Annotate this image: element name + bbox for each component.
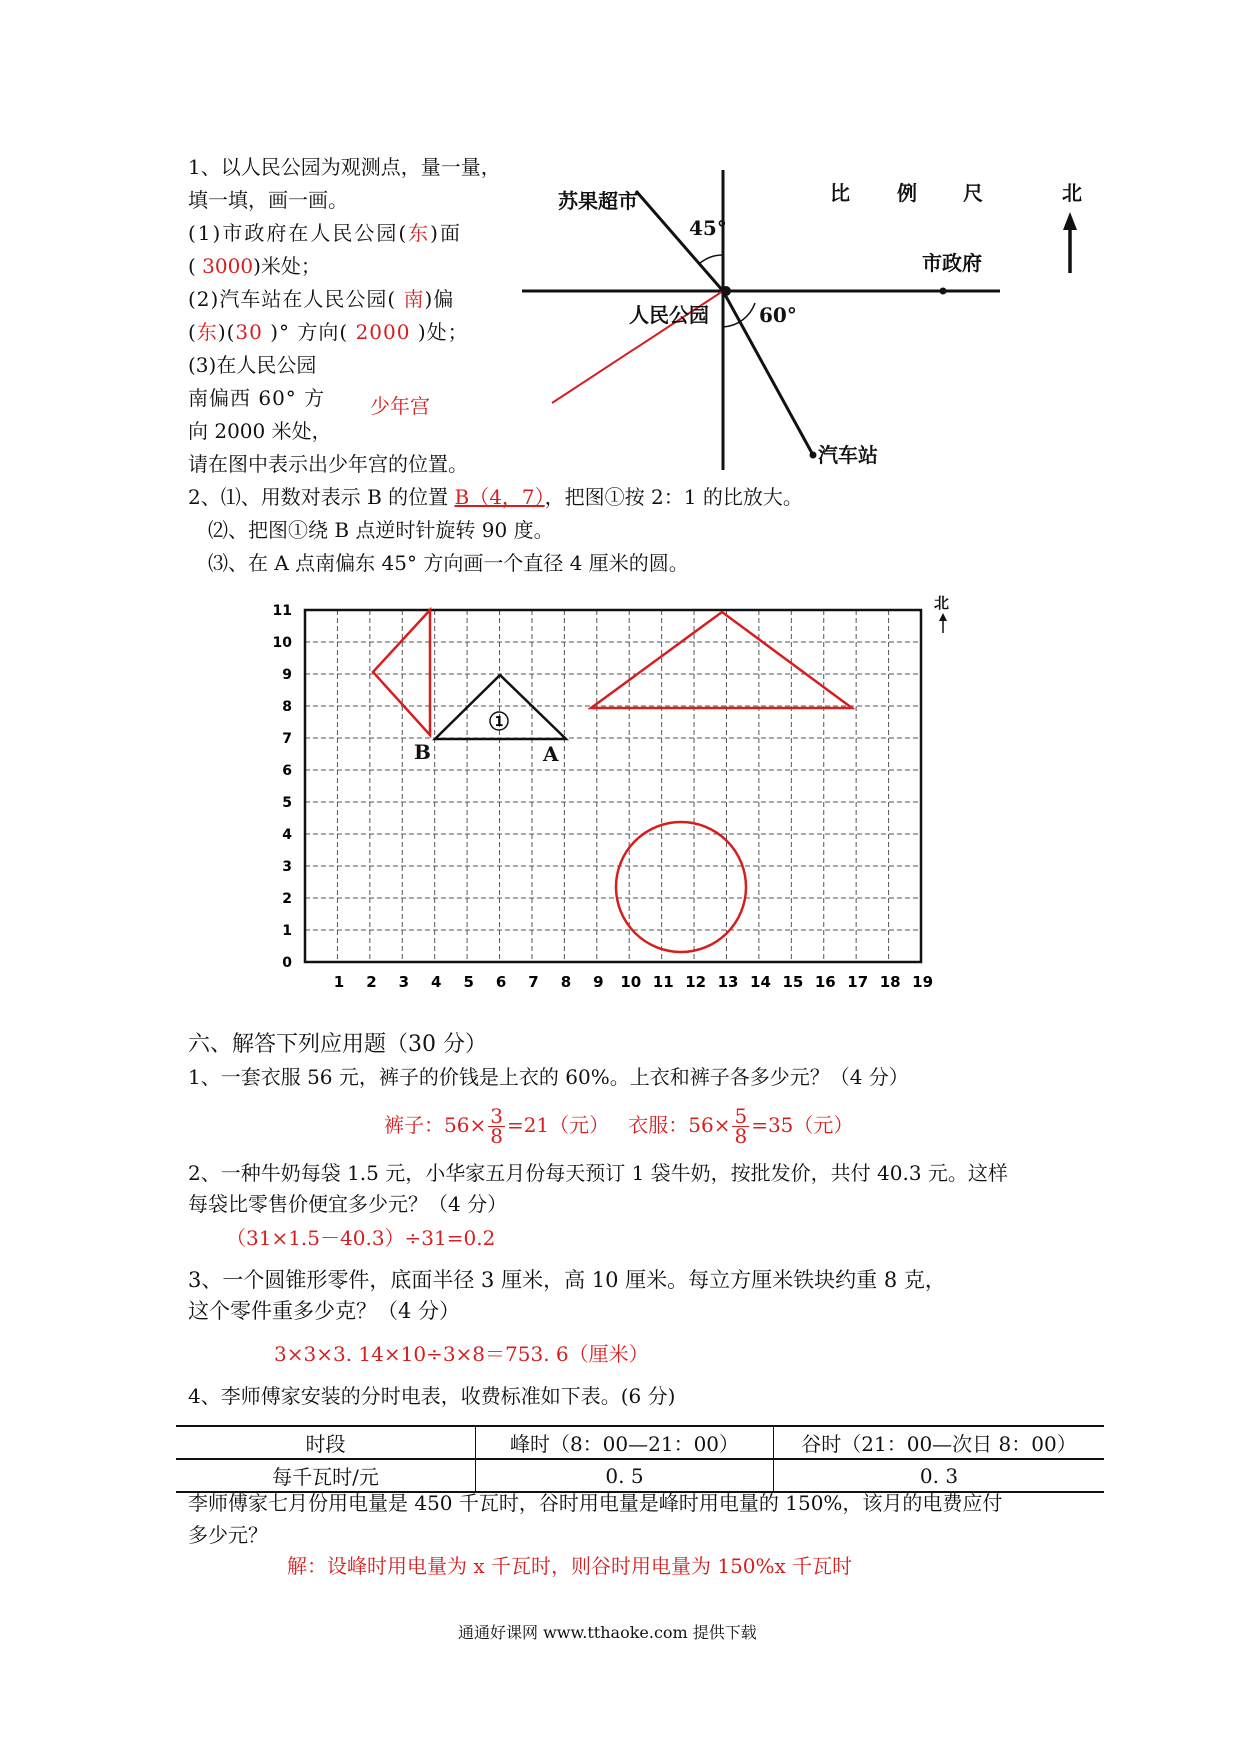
problem-3-answer: 3×3×3. 14×10÷3×8＝753. 6（厘米） bbox=[274, 1342, 649, 1366]
x-tick-label: 19 bbox=[912, 973, 934, 991]
y-tick-label: 8 bbox=[282, 699, 292, 715]
x-tick-label: 9 bbox=[593, 973, 604, 991]
grid-tick-labels bbox=[273, 603, 934, 991]
y-tick-label: 3 bbox=[282, 859, 292, 875]
y-tick-label: 7 bbox=[282, 731, 292, 747]
x-tick-label: 2 bbox=[366, 973, 377, 991]
q1-sub-2b: (东)(30 )° 方向( 2000 )处； bbox=[188, 320, 469, 344]
table-row bbox=[176, 1426, 1104, 1459]
x-tick-label: 8 bbox=[560, 973, 572, 991]
y-tick-label: 9 bbox=[282, 667, 292, 683]
grid-north-label: 北 bbox=[934, 594, 950, 612]
problem-4-question-2: 李师傅家七月份用电量是 450 千瓦时，谷时用电量是峰时用电量的 150%，该月的电费应付 bbox=[188, 1491, 1003, 1515]
label-angle-45: 45° bbox=[689, 216, 727, 240]
table-row bbox=[176, 1459, 1104, 1492]
label-scale-1: 比 bbox=[830, 181, 850, 205]
x-tick-label: 6 bbox=[495, 973, 507, 991]
x-tick-label: 7 bbox=[528, 973, 539, 991]
y-tick-label: 2 bbox=[282, 891, 292, 907]
q1-sub-3: (3)在人民公园 bbox=[188, 353, 317, 377]
answer-text: 东 bbox=[408, 221, 431, 245]
label-bus-station: 汽车站 bbox=[818, 443, 878, 467]
table-header-cell: 峰时（8：00—21：00） bbox=[476, 1426, 774, 1459]
problem-4-question: 4、李师傅家安装的分时电表，收费标准如下表。(6 分) bbox=[188, 1384, 676, 1408]
x-tick-label: 1 bbox=[333, 973, 345, 991]
x-tick-label: 13 bbox=[717, 973, 739, 991]
problem-2-answer: （31×1.5－40.3）÷31=0.2 bbox=[226, 1226, 496, 1250]
table-cell: 每千瓦时/元 bbox=[176, 1459, 476, 1492]
footer-text: 通通好课网 www.tthaoke.com 提供下载 bbox=[458, 1623, 757, 1642]
x-tick-label: 10 bbox=[620, 973, 642, 991]
problem-2-question-2: 每袋比零售价便宜多少元？（4 分） bbox=[188, 1192, 508, 1216]
q1-sub-1: (1)市政府在人民公园(东)面 bbox=[188, 221, 462, 245]
x-tick-label: 4 bbox=[431, 973, 442, 991]
y-tick-label: 11 bbox=[272, 603, 292, 619]
q1-line-1: 1、以人民公园为观测点，量一量， bbox=[188, 155, 501, 179]
q1-line-2: 填一填，画一画。 bbox=[188, 188, 348, 212]
y-tick-label: 4 bbox=[282, 827, 292, 843]
answer-text: 3000 bbox=[202, 254, 254, 278]
problem-4-answer: 解：设峰时用电量为 x 千瓦时，则谷时用电量为 150%x 千瓦时 bbox=[287, 1554, 853, 1578]
grid-border bbox=[305, 610, 921, 962]
x-tick-label: 11 bbox=[652, 973, 674, 991]
problem-3-question-2: 这个零件重多少克？（4 分） bbox=[188, 1299, 461, 1323]
q1-sub-2: (2)汽车站在人民公园( 南)偏 bbox=[188, 287, 455, 311]
answer-text: B（4，7） bbox=[454, 485, 545, 509]
label-scale-2: 例 bbox=[897, 181, 917, 205]
y-tick-label: 6 bbox=[282, 763, 292, 779]
answer-text: 南 bbox=[403, 287, 425, 311]
triangle-1-label: 1 bbox=[494, 715, 504, 730]
label-supermarket: 苏果超市 bbox=[558, 189, 638, 213]
problem-1-answer: 裤子：56× $\frac{3}{8}$ =21（元） 衣服：56× $\frac{5}{8}$ =35（元） bbox=[384, 1104, 854, 1148]
q2-line-3: ⑶、在 A 点南偏东 45° 方向画一个直径 4 厘米的圆。 bbox=[208, 551, 689, 575]
x-tick-label: 18 bbox=[879, 973, 901, 991]
x-tick-label: 17 bbox=[847, 973, 869, 991]
table-cell: 0. 3 bbox=[774, 1459, 1105, 1492]
y-tick-label: 10 bbox=[272, 635, 292, 651]
q1-sub-3c: 向 2000 米处， bbox=[188, 419, 332, 443]
q2-line-2: ⑵、把图①绕 B 点逆时针旋转 90 度。 bbox=[208, 518, 554, 542]
y-tick-label: 0 bbox=[282, 955, 292, 971]
rotated-triangle bbox=[373, 610, 430, 735]
section-6-title: 六、解答下列应用题（30 分） bbox=[188, 1032, 487, 1057]
problem-4-question-3: 多少元？ bbox=[188, 1523, 268, 1547]
q1-sub-3b: 南偏西 60° 方 bbox=[188, 386, 326, 410]
q1-sub-1b: ( 3000)米处； bbox=[188, 254, 321, 278]
label-angle-60: 60° bbox=[759, 303, 797, 327]
electricity-rate-table bbox=[176, 1425, 1104, 1493]
problem-1-question: 1、一套衣服 56 元，裤子的价钱是上衣的 60%。上衣和裤子各多少元？（4 分） bbox=[188, 1065, 909, 1089]
label-north: 北 bbox=[1062, 181, 1082, 205]
x-tick-label: 3 bbox=[398, 973, 410, 991]
x-tick-label: 5 bbox=[463, 973, 474, 991]
x-tick-label: 12 bbox=[685, 973, 707, 991]
y-tick-label: 1 bbox=[282, 923, 292, 939]
x-tick-label: 15 bbox=[782, 973, 804, 991]
problem-2-question-1: 2、一种牛奶每袋 1.5 元，小华家五月份每天预订 1 袋牛奶，按批发价，共付 40.3 元。这样 bbox=[188, 1161, 1008, 1185]
q1-sub-3d: 请在图中表示出少年宫的位置。 bbox=[188, 452, 468, 476]
label-government: 市政府 bbox=[922, 251, 982, 275]
point-b-label: B bbox=[414, 740, 431, 764]
label-scale-3: 尺 bbox=[963, 181, 983, 205]
x-tick-label: 16 bbox=[814, 973, 836, 991]
point-a-label: A bbox=[543, 742, 559, 766]
table-cell: 0. 5 bbox=[476, 1459, 774, 1492]
annotation-youth-palace: 少年宫 bbox=[370, 394, 430, 418]
x-tick-label: 14 bbox=[750, 973, 771, 991]
q2-line-1: 2、⑴、用数对表示 B 的位置 B（4，7），把图①按 2：1 的比放大。 bbox=[188, 485, 803, 509]
problem-3-question-1: 3、一个圆锥形零件，底面半径 3 厘米，高 10 厘米。每立方厘米铁块约重 8 克， bbox=[188, 1268, 946, 1292]
table-header-cell: 时段 bbox=[176, 1426, 476, 1459]
y-tick-label: 5 bbox=[282, 795, 292, 811]
grid-lines bbox=[305, 610, 921, 962]
enlarged-triangle bbox=[591, 612, 852, 708]
label-park: 人民公园 bbox=[629, 303, 709, 327]
table-header-cell: 谷时（21：00—次日 8：00） bbox=[774, 1426, 1105, 1459]
